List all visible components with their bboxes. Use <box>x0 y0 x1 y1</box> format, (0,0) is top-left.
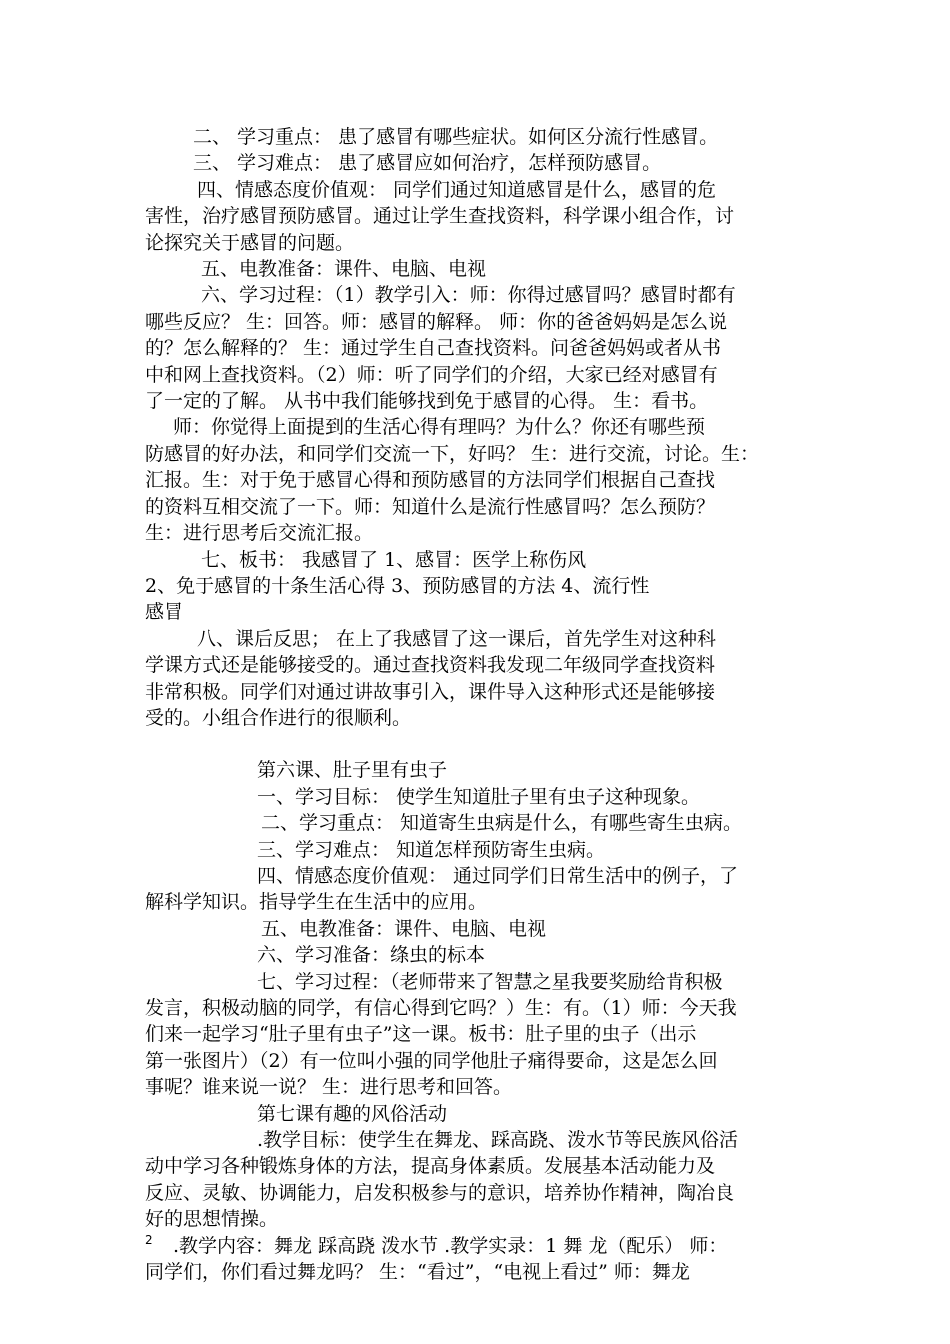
text-line: 八、课后反思； 在上了我感冒了这一课后，首先学生对这种科 <box>197 627 717 650</box>
text-line: .教学内容：舞龙 踩高跷 泼水节 .教学实录：1 舞 龙（配乐） 师： <box>173 1234 728 1257</box>
text-line: 二、学习重点： 知道寄生虫病是什么，有哪些寄生虫病。 <box>261 812 743 835</box>
text-line: 非常积极。同学们对通过讲故事引入，课件导入这种形式还是能够接 <box>145 680 716 703</box>
text-line: 四、情感态度价值观： 通过同学们日常生活中的例子，了 <box>257 864 739 887</box>
text-line: 害性，治疗感冒预防感冒。通过让学生查找资料，科学课小组合作，讨 <box>145 205 735 228</box>
text-line: 六、学习准备：绦虫的标本 <box>257 944 486 967</box>
text-line: 受的。小组合作进行的很顺利。 <box>145 706 412 729</box>
text-line: 事呢？谁来说一说？ 生：进行思考和回答。 <box>145 1076 513 1099</box>
text-line: 论探究关于感冒的问题。 <box>145 231 355 254</box>
text-line: 第七课有趣的风俗活动 <box>257 1102 448 1125</box>
text-line: 2、免于感冒的十条生活心得 3、预防感冒的方法 4、流行性 <box>145 574 650 597</box>
text-line: 们来一起学习“肚子里有虫子”这一课。板书：肚子里的虫子（出示 <box>145 1023 697 1046</box>
text-line: 三、学习难点： 知道怎样预防寄生虫病。 <box>257 838 606 861</box>
text-line: 七、学习过程：（老师带来了智慧之星我要奖励给肯积极 <box>257 970 723 993</box>
text-line: 第一张图片）（2）有一位叫小强的同学他肚子痛得要命，这是怎么回 <box>145 1049 718 1072</box>
text-line: 五、电教准备：课件、电脑、电视 <box>261 917 547 940</box>
text-line: 生：进行思考后交流汇报。 <box>145 522 374 545</box>
text-line: 了一定的了解。 从书中我们能够找到免于感冒的心得。 生：看书。 <box>145 390 709 413</box>
text-line: 三、 学习难点： 患了感冒应如何治疗，怎样预防感冒。 <box>193 152 662 175</box>
text-line: 中和网上查找资料。（2）师：听了同学们的介绍，大家已经对感冒有 <box>145 363 718 386</box>
text-line: 哪些反应？ 生：回答。师：感冒的解释。 师：你的爸爸妈妈是怎么说 <box>145 310 728 333</box>
text-line: 一、学习目标： 使学生知道肚子里有虫子这种现象。 <box>257 785 701 808</box>
text-line: 四、情感态度价值观： 同学们通过知道感冒是什么，感冒的危 <box>197 178 717 201</box>
text-line: 动中学习各种锻炼身体的方法，提高身体素质。发展基本活动能力及 <box>145 1155 716 1178</box>
text-line: 七、板书： 我感冒了 1、感冒：医学上称伤风 <box>201 548 587 571</box>
text-line: 六、学习过程：（1）教学引入：师：你得过感冒吗？感冒时都有 <box>201 284 736 307</box>
text-line: 汇报。生：对于免于感冒心得和预防感冒的方法同学们根据自己查找 <box>145 469 716 492</box>
page-number: 2 <box>145 1233 153 1247</box>
text-line: .教学目标：使学生在舞龙、踩高跷、泼水节等民族风俗活 <box>257 1129 739 1152</box>
text-line: 师：你觉得上面提到的生活心得有理吗？为什么？你还有哪些预 <box>173 416 706 439</box>
text-line: 发言，积极动脑的同学，有信心得到它吗？）生：有。（1）师：今天我 <box>145 997 737 1019</box>
text-line: 感冒 <box>145 601 184 624</box>
text-line: 第六课、肚子里有虫子 <box>257 759 448 782</box>
blank-line <box>145 731 810 757</box>
text-line: 学课方式还是能够接受的。通过查找资料我发现二年级同学查找资料 <box>145 654 716 677</box>
text-line: 好的思想情操。 <box>145 1208 279 1231</box>
text-line: 的？怎么解释的？ 生：通过学生自己查找资料。问爸爸妈妈或者从书 <box>145 337 722 360</box>
text-line: 的资料互相交流了一下。师：知道什么是流行性感冒吗？怎么预防？ <box>145 495 716 518</box>
text-line: 反应、灵敏、协调能力，启发积极参与的意识，培养协作精神，陶冶良 <box>145 1181 735 1204</box>
text-line: 防感冒的好办法，和同学们交流一下，好吗？ 生：进行交流，讨论。生： <box>145 442 760 465</box>
text-line: 五、电教准备：课件、电脑、电视 <box>201 258 487 281</box>
text-line: 二、 学习重点： 患了感冒有哪些症状。如何区分流行性感冒。 <box>193 126 719 148</box>
body-text <box>145 124 810 1285</box>
text-line: 同学们，你们看过舞龙吗？ 生：“看过”，“电视上看过” 师：舞龙 <box>145 1261 690 1284</box>
text-line: 解科学知识。指导学生在生活中的应用。 <box>145 891 488 914</box>
